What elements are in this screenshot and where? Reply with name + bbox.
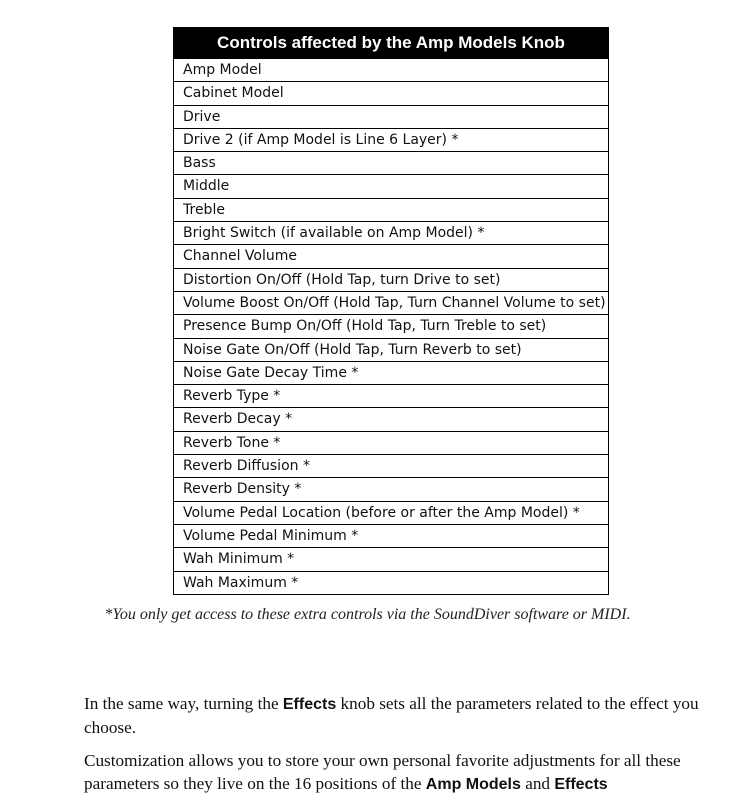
table-row: Wah Minimum * (174, 547, 608, 570)
table-row: Noise Gate Decay Time * (174, 361, 608, 384)
table-row: Drive 2 (if Amp Model is Line 6 Layer) * (174, 128, 608, 151)
table-row: Drive (174, 105, 608, 128)
effects-term: Effects (282, 696, 337, 714)
table-row: Volume Pedal Location (before or after the Amp Model) * (174, 501, 608, 524)
table-row: Wah Maximum * (174, 571, 608, 594)
table-row: Bass (174, 151, 608, 174)
table-row: Volume Pedal Minimum * (174, 524, 608, 547)
effects-term: Effects (554, 776, 608, 794)
paragraph-text: and (520, 774, 555, 794)
table-row: Reverb Decay * (174, 407, 608, 430)
table-row: Presence Bump On/Off (Hold Tap, Turn Treble to set) (174, 314, 608, 337)
paragraph-text: Customization allows you to store your own personal favorite adjustments for all these parameters so they live on the 16 positions of the (84, 751, 681, 794)
paragraph-text: knob sets all the parameters related to the effect you choose. (84, 694, 699, 738)
table-title: Controls affected by the Amp Models Knob (174, 28, 608, 58)
table-row: Amp Model (174, 58, 608, 81)
table-row: Volume Boost On/Off (Hold Tap, Turn Channel Volume to set) (174, 291, 608, 314)
controls-table (173, 27, 609, 595)
table-row: Reverb Diffusion * (174, 454, 608, 477)
table-row: Middle (174, 174, 608, 197)
table-row: Reverb Tone * (174, 431, 608, 454)
table-row: Distortion On/Off (Hold Tap, turn Drive to set) (174, 268, 608, 291)
table-row: Reverb Density * (174, 477, 608, 500)
paragraph-text: In the same way, turning the (84, 694, 283, 714)
table-row: Noise Gate On/Off (Hold Tap, Turn Reverb to set) (174, 338, 608, 361)
table-row: Channel Volume (174, 244, 608, 267)
table-row: Cabinet Model (174, 81, 608, 104)
table-row: Treble (174, 198, 608, 221)
table-row: Bright Switch (if available on Amp Model) * (174, 221, 608, 244)
amp-models-term: Amp Models (425, 776, 521, 794)
effects-paragraph (84, 692, 704, 739)
table-row: Reverb Type * (174, 384, 608, 407)
table-footnote: *You only get access to these extra controls via the SoundDiver software or MIDI. (104, 606, 631, 623)
customization-paragraph (84, 749, 704, 796)
